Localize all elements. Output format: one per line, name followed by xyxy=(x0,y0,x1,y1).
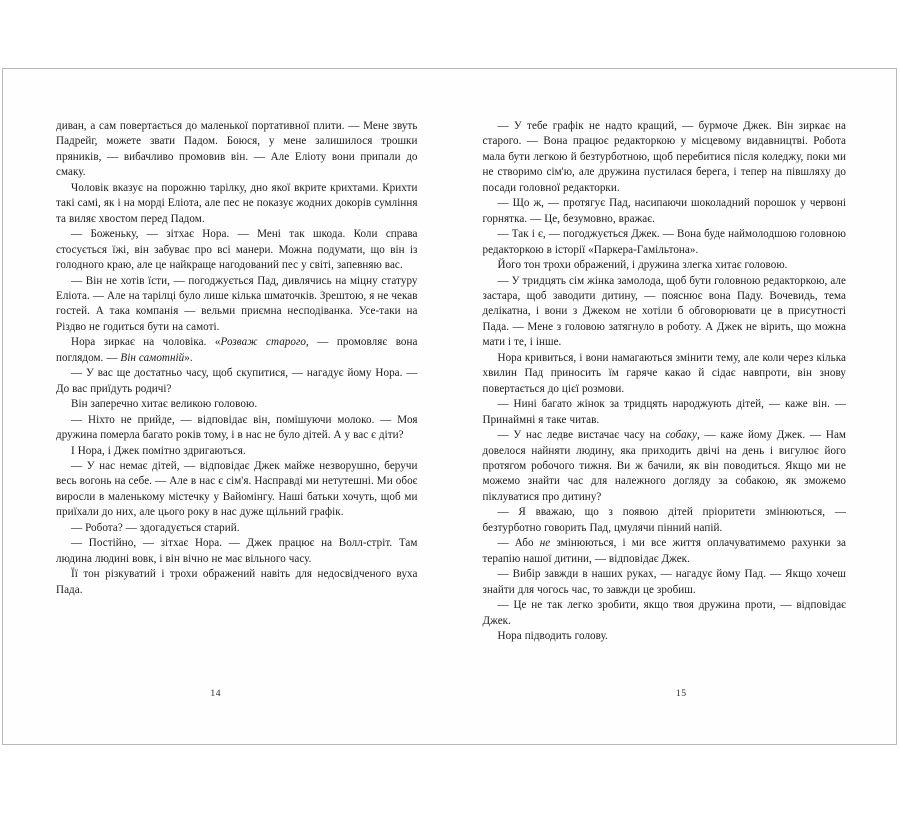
text-run: змінюються, і ми все життя оплачуватимемо рахунки за терапію нашої дитини, — відповідає Джек. xyxy=(482,537,846,565)
paragraph xyxy=(56,397,418,412)
paragraph xyxy=(483,351,847,397)
text-run: — Вибір завжди в наших руках, — нагадує йому Пад. — Якщо хочеш знайти для чогось час, то завжди це зробиш. xyxy=(482,568,846,596)
paragraph xyxy=(483,119,847,196)
text-run: — Боженьку, — зітхає Нора. — Мені так шкода. Коли справа стосується їжі, він забуває про всі манери. Можна подумати, що він із голодного краю, але це найкраще нагодований пес у світі, запевняю вас. xyxy=(56,228,418,272)
paragraph xyxy=(56,521,418,536)
paragraph xyxy=(56,274,418,336)
text-run: диван, а сам повертається до маленької портативної плити. — Мене звуть Падрейг, можете звати Падом. Боюся, у мене залишилося трошки пряників, — вибачливо промовив він. — Але Еліоту вони припали до смаку. xyxy=(56,120,418,179)
paragraph xyxy=(483,428,847,505)
text-run: Чоловік вказує на порожню тарілку, дно якої вкрите крихтами. Крихти такі самі, як і на морді Еліота, але пес не показує жодних докорів сумління та виляє хвостом перед Падом. xyxy=(56,181,418,225)
emphasis-run: Розваж старого xyxy=(220,336,306,349)
text-run: — Робота? — здогадується старий. xyxy=(71,521,240,534)
emphasis-run: собаку xyxy=(665,429,697,442)
paragraph xyxy=(483,196,847,227)
text-run: — Так і є, — погоджується Джек. — Вона буде наймолодшою головною редакторкою в історії «Паркера-Гамільтона». xyxy=(482,228,846,256)
text-run: Нора кривиться, і вони намагаються змінити тему, але коли через кілька хвилин Пад приносить їм гаряче какао й сідає навпроти, він знову повертається до цієї розмови. xyxy=(482,351,846,395)
paragraph xyxy=(56,413,418,444)
text-run: — У нас ледве вистачає часу на xyxy=(497,429,666,442)
text-run: — Це не так легко зробити, якщо твоя дружина проти, — відповідає Джек. xyxy=(482,599,846,627)
book-spread xyxy=(2,68,897,745)
paragraph xyxy=(483,258,847,273)
paragraph xyxy=(483,227,847,258)
paragraph xyxy=(483,274,847,351)
text-run: — У тридцять сім жінка замолода, щоб бути головною редакторкою, але застара, щоб заводити дитину, — пояснює вона Паду. Вочевидь, тема делікатна, і вони з Джеком не хотіли б обговорювати це в присутності Пада. — Мене з головою затягнуло в роботу. А Джек не вірить, що можна мати і те, і інше. xyxy=(482,274,846,349)
paragraph xyxy=(56,119,418,181)
paragraph xyxy=(56,181,418,227)
text-run: Нора підводить голову. xyxy=(497,629,608,642)
text-run: — У тебе графік не надто кращий, — бурмоче Джек. Він зиркає на старого. — Вона працює редакторкою у місцевому видавництві. Робота мала бути легкою й безтурботною, щоб перебитися після коледжу, поки ми не створимо сім'ю, але дружина пустилася берега, і тепер на півшляху до посади головної редакторки. xyxy=(482,120,846,194)
text-run: Її тон різкуватий і трохи ображений навіть для недосвідченого вуха Пада. xyxy=(56,568,418,596)
paragraph xyxy=(56,227,418,273)
paragraph xyxy=(483,397,847,428)
page-text-left xyxy=(56,119,418,598)
text-run: — Я вважаю, що з появою дітей пріоритети змінюються, — безтурботно говорить Пад, цмулячи пінний напій. xyxy=(482,506,846,534)
text-run: — Постійно, — зітхає Нора. — Джек працює на Волл-стріт. Там людина людині вовк, і він вічно не має вільного часу. xyxy=(56,537,418,565)
text-run: , — каже йому Джек. — Нам довелося найняти людину, яка приходить двічі на день і вигулює його протягом робочого тижня. Ви ж бачили, як він поводиться. Якщо ми не можемо знайти час для належного догляду за собакою, як зможемо піклуватися про дитину? xyxy=(482,429,846,503)
paragraph xyxy=(483,536,847,567)
page-number-right: 15 xyxy=(675,688,687,699)
text-run: Він заперечно хитає великою головою. xyxy=(71,398,258,411)
book-page-left xyxy=(3,69,450,744)
paragraph xyxy=(483,629,847,644)
emphasis-run: Він самотній xyxy=(120,351,185,364)
paragraph xyxy=(56,567,418,598)
emphasis-run: не xyxy=(539,537,551,550)
page-number-left: 14 xyxy=(210,688,222,699)
paragraph xyxy=(483,505,847,536)
page-text-right xyxy=(483,119,847,644)
paragraph xyxy=(56,536,418,567)
paragraph xyxy=(483,598,847,629)
book-page-right xyxy=(450,69,897,744)
text-run: — Або xyxy=(497,537,540,550)
text-run: — Він не хотів їсти, — погоджується Пад, дивлячись на міцну статуру Еліота. — Але на тарілці було лише кілька шматочків. Зрештою, я не чекав гостей. А така компанія — вельми приємна несподіванка. Усе-таки на Різдво не годиться бути на самоті. xyxy=(56,274,418,333)
text-run: Нора зиркає на чоловіка. « xyxy=(71,336,221,349)
text-run: — У нас немає дітей, — відповідає Джек майже незворушно, беручи весь вогонь на себе. — Але в нас є сім'я. Насправді ми нетутешні. Ми обоє виросли в маленькому містечку у Вайомінгу. Наші батьки хочуть, щоб ми приїхали до них, але цього року в нас дуже щільний графік. xyxy=(56,459,418,519)
paragraph xyxy=(56,444,418,459)
text-run: ». xyxy=(184,351,193,364)
paragraph xyxy=(56,335,418,366)
text-run: Його тон трохи ображений, і дружина злегка хитає головою. xyxy=(497,259,788,272)
paragraph xyxy=(56,366,418,397)
text-run: , — промовляє вона поглядом. — xyxy=(56,336,418,364)
paragraph xyxy=(56,459,418,521)
text-run: І Нора, і Джек помітно здригаються. xyxy=(71,444,246,457)
text-run: — Що ж, — протягує Пад, насипаючи шоколадний порошок у червоні горнятка. — Це, безумовно, вражає. xyxy=(482,197,846,225)
text-run: — У вас ще достатньо часу, щоб скупитися, — нагадує йому Нора. — До вас приїдуть родичі? xyxy=(56,367,418,395)
paragraph xyxy=(483,567,847,598)
text-run: — Нині багато жінок за тридцять народжують дітей, — каже він. — Принаймні я таке читав. xyxy=(482,398,846,426)
text-run: — Ніхто не прийде, — відповідає він, помішуючи молоко. — Моя дружина померла багато років тому, і в нас не було дітей. А у вас є діти? xyxy=(56,413,418,442)
